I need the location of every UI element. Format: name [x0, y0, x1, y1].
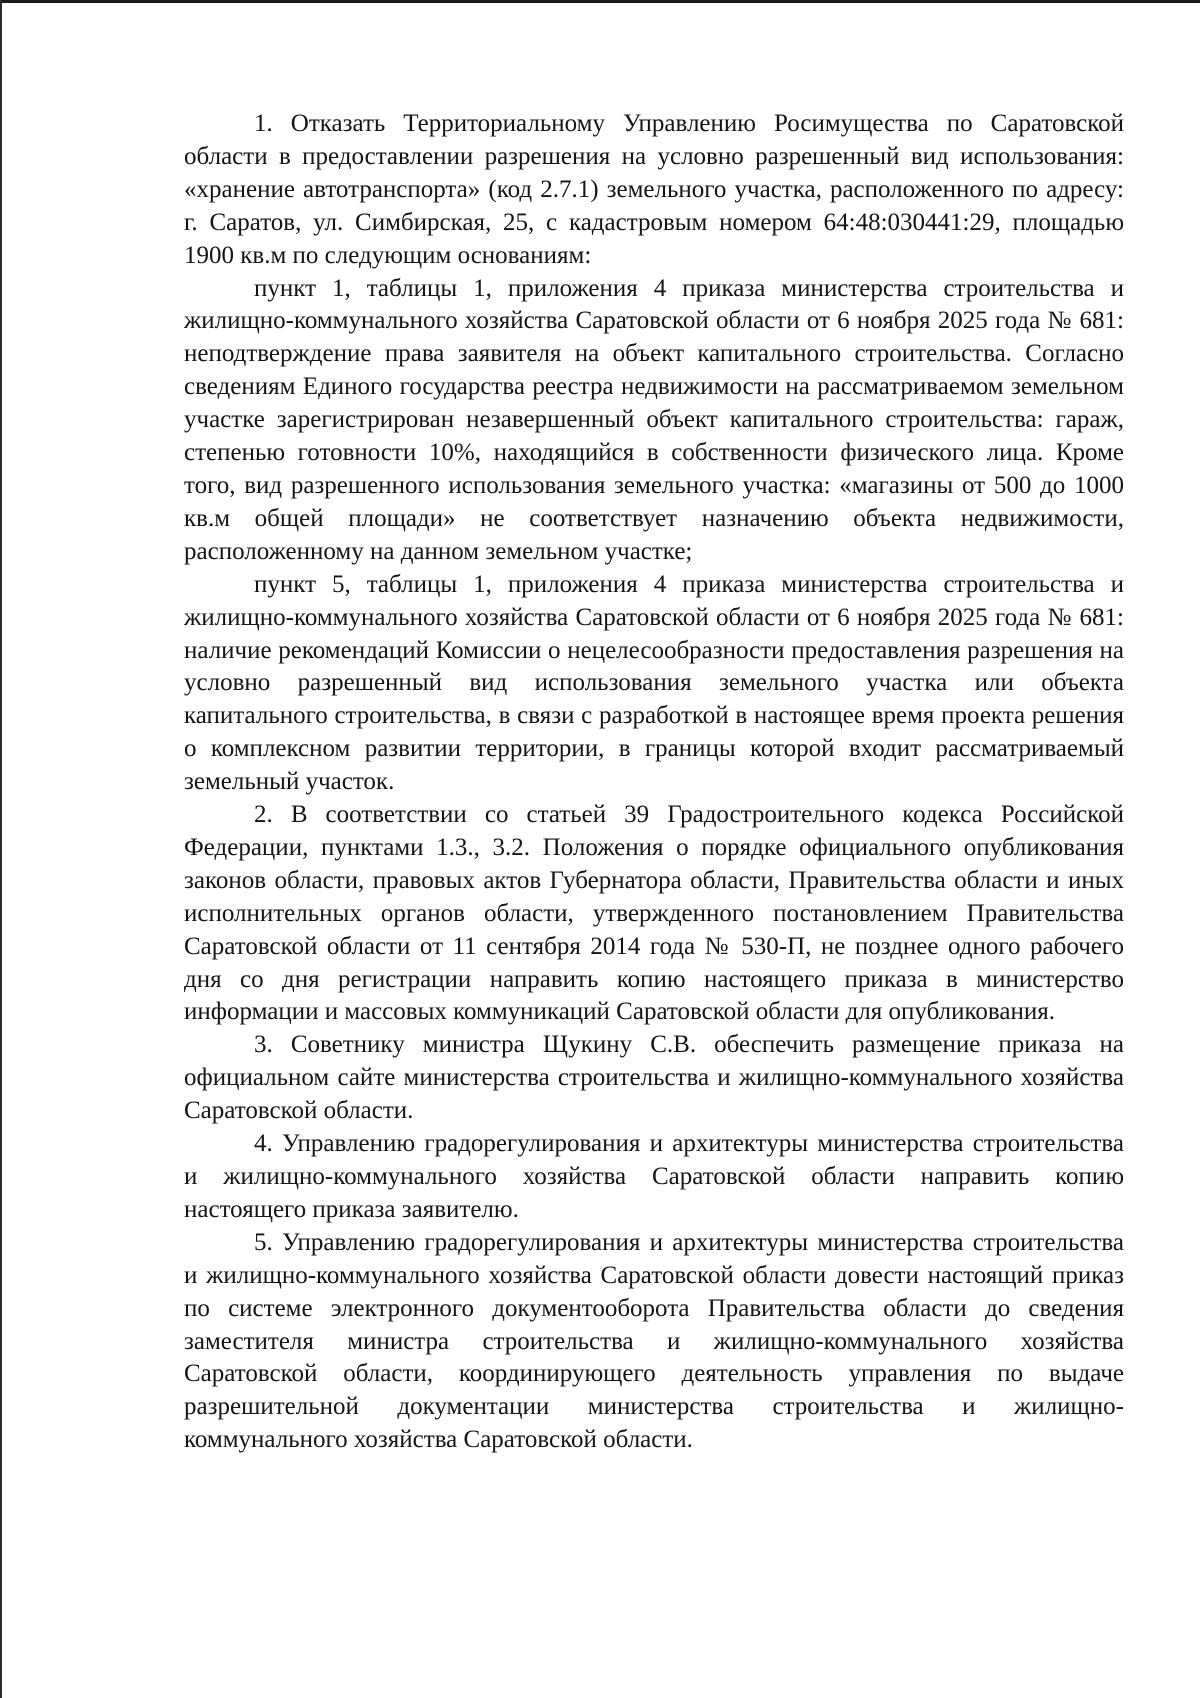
document-body [184, 108, 1124, 1457]
scan-edge-top [0, 0, 1200, 3]
scan-edge-left [0, 0, 2, 1698]
paragraph-ground-point-1: пункт 1, таблицы 1, приложения 4 приказа министерства строительства и жилищно-коммунального хозяйства Саратовской области от 6 ноября 2025 года № 681: неподтверждение права заявителя на объект капитального строительства. Согласно сведениям Единого государства реестра недвижимости на рассматриваемом земельном участке зарегистрирован незавершенный объект капитального строительства: гараж, степенью готовности 10%, находящийся в собственности физического лица. Кроме того, вид разрешенного использования земельного участка: «магазины от 500 до 1000 кв.м общей площади» не соответствует назначению объекта недвижимости, расположенному на данном земельном участке; [184, 274, 1124, 565]
paragraph-item-3-website: 3. Советнику министра Щукину С.В. обеспечить размещение приказа на официальном сайте министерства строительства и жилищно-коммунального хозяйства Саратовской области. [184, 1031, 1124, 1125]
paragraph-item-4-copy-to-applicant: 4. Управлению градорегулирования и архитектуры министерства строительства и жилищно-коммунального хозяйства Саратовской области направить копию настоящего приказа заявителю. [184, 1130, 1124, 1223]
paragraph-ground-point-5: пункт 5, таблицы 1, приложения 4 приказа министерства строительства и жилищно-коммунального хозяйства Саратовской области от 6 ноября 2025 года № 681: наличие рекомендаций Комиссии о нецелесообразности предоставления разрешения на условно разрешенный вид использования земельного участка или объекта капитального строительства, в связи с разработкой в настоящее время проекта решения о комплексном развитии территории, в границы которой входит рассматриваемый земельный участок. [184, 570, 1124, 796]
paragraph-item-2-publication: 2. В соответствии со статьей 39 Градостроительного кодекса Российской Федерации, пунктами 1.3., 3.2. Положения о порядке официального опубликования законов области, правовых актов Губернатора области, Правительства области и иных исполнительных органов области, утвержденного постановлением Правительства Саратовской области от 11 сентября 2014 года № 530-П, не позднее одного рабочего дня со дня регистрации направить копию настоящего приказа в министерство информации и массовых коммуникаций Саратовской области для опубликования. [184, 801, 1124, 1026]
paragraph-item-5-edms: 5. Управлению градорегулирования и архитектуры министерства строительства и жилищно-коммунального хозяйства Саратовской области довести настоящий приказ по системе электронного документооборота Правительства области до сведения заместителя министра строительства и жилищно-коммунального хозяйства Саратовской области, координирующего деятельность управления по выдаче разрешительной документации министерства строительства и жилищно-коммунального хозяйства Саратовской области. [184, 1228, 1124, 1454]
paragraph-item-1-refusal: 1. Отказать Территориальному Управлению Росимущества по Саратовской области в предоставлении разрешения на условно разрешенный вид использования: «хранение автотранспорта» (код 2.7.1) земельного участка, расположенного по адресу: г. Саратов, ул. Симбирская, 25, с кадастровым номером 64:48:030441:29, площадью 1900 кв.м по следующим основаниям: [184, 110, 1124, 269]
